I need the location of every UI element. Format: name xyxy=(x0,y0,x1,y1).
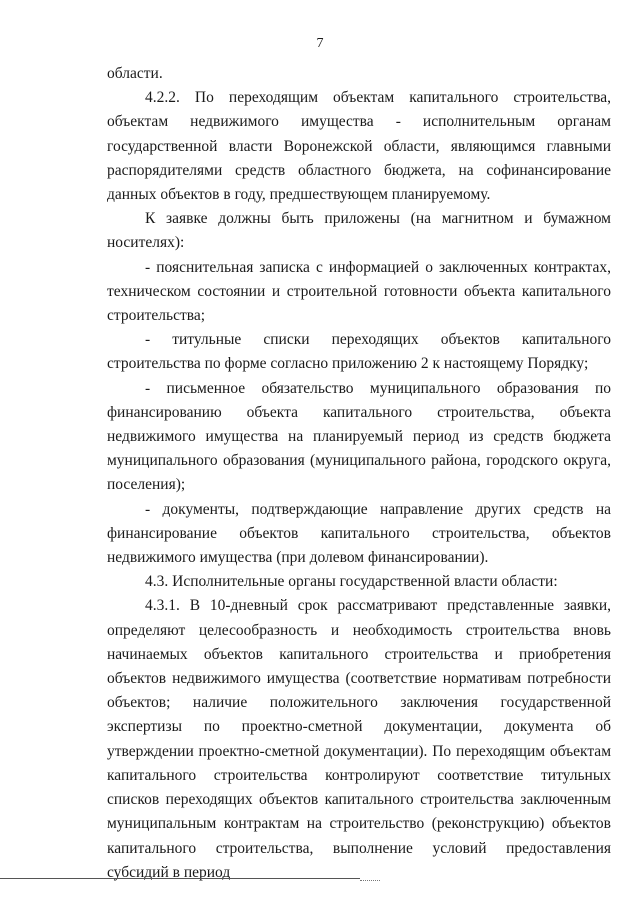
paragraph: 4.3. Исполнительные органы государственной власти области: xyxy=(145,573,558,591)
page-number: 7 xyxy=(316,36,324,51)
paragraph: 4.3.1. В 10-дневный срок рассматривают представленные заявки, определяют целесообразность и необходимость строительства вновь начинаемых объектов капитального строительства и приобретения объектов недвижимого имущества (соответствие нормативам потребности объектов; наличие положительного заключения государственной экспертизы по проектно-сметной документации, документа об утверждении проектно-сметной документации). По переходящим объектам капитального строительства контролируют соответствие титульных списков переходящих объектов капитального строительства заключенным муниципальным контрактам на строительство (реконструкцию) объектов капитального строительства, выполнение условий предоставления субсидий в период xyxy=(107,597,611,881)
paragraph: - письменное обязательство муниципального образования по финансированию объекта капитального строительства, объекта недвижимого имущества на планируемый период из средств бюджета муниципального образования (муниципального района, городского округа, поселения); xyxy=(107,379,611,494)
paragraph: 4.2.2. По переходящим объектам капитального строительства, объектам недвижимого имущества - исполнительным органам государственной власти Воронежской области, являющимся главными распорядителями средств областного бюджета, на софинансирование данных объектов в году, предшествующем планируемому. xyxy=(107,89,611,204)
paragraph: К заявке должны быть приложены (на магнитном и бумажном носителях): xyxy=(107,210,611,252)
body-text xyxy=(107,62,611,885)
scan-edge-line xyxy=(0,878,360,879)
paragraph: - документы, подтверждающие направление других средств на финансирование объектов капитального строительства, объектов недвижимого имущества (при долевом финансировании). xyxy=(107,500,611,567)
scan-edge-dots xyxy=(360,880,380,881)
paragraph: - пояснительная записка с информацией о заключенных контрактах, техническом состоянии и строительной готовности объекта капитального строительства; xyxy=(107,258,611,325)
paragraph: - титульные списки переходящих объектов капитального строительства по форме согласно приложению 2 к настоящему Порядку; xyxy=(107,331,611,373)
paragraph: области. xyxy=(107,65,163,82)
